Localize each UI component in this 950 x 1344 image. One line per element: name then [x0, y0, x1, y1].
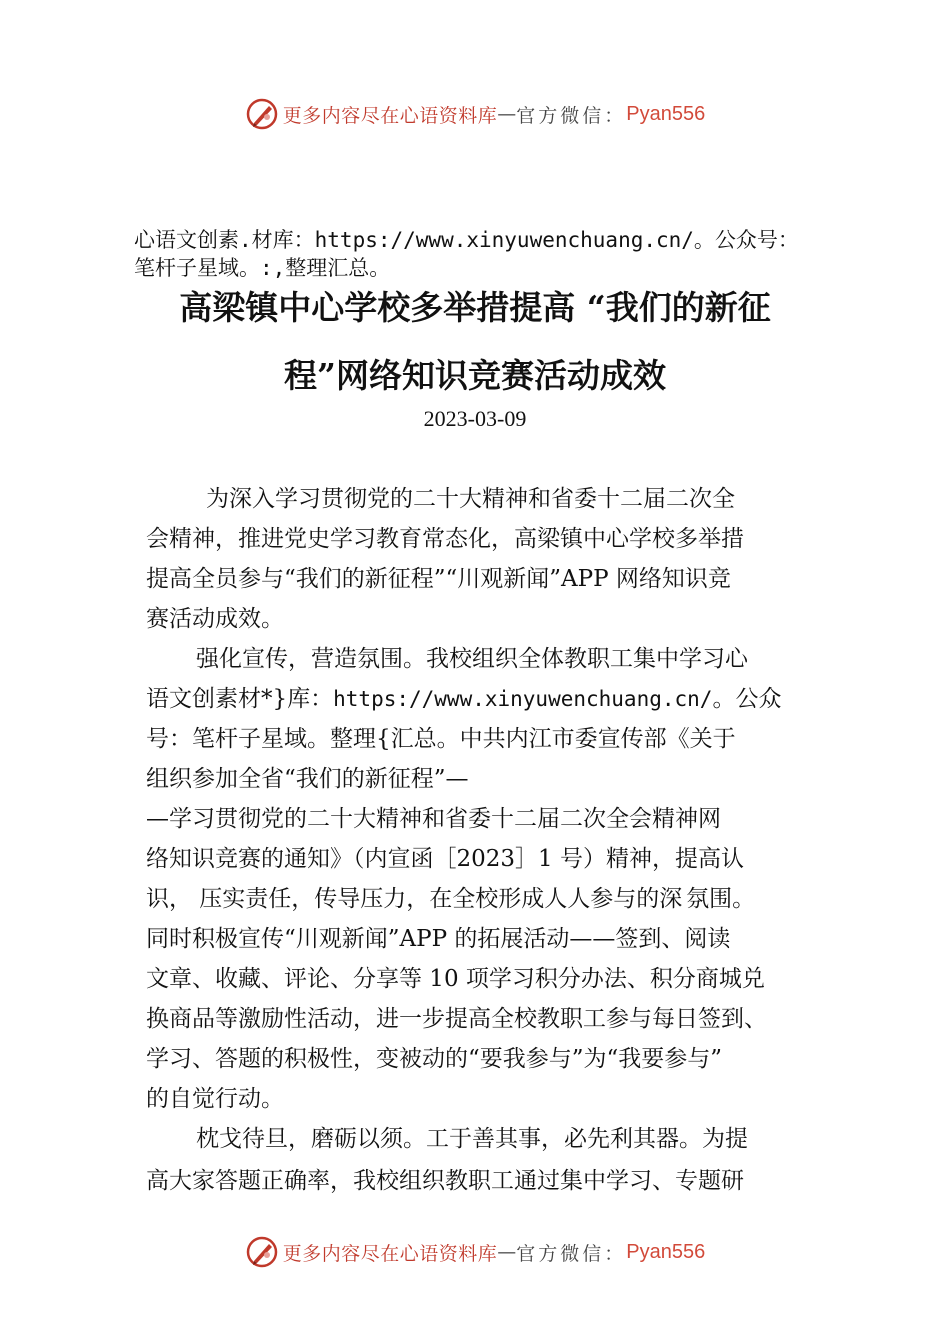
page-title-line-2: 程”网络知识竞赛活动成效 [284, 356, 666, 395]
p2-line-2 [146, 684, 781, 714]
p2-line-9: 文章、收藏、评论、分享等 10 项学习积分办法、积分商城兑 [146, 966, 765, 992]
footer-banner [0, 1232, 950, 1272]
page-title-line-1: 高梁镇中心学校多举措提高 “我们的新征 [179, 288, 771, 327]
pen-logo-icon [245, 97, 279, 131]
p3-line-1: 枕戈待旦，磨砺以须。工于善其事，必先利其器。为提 [196, 1126, 748, 1152]
pen-logo-icon [245, 1235, 279, 1269]
p3-line-2: 高大家答题正确率，我校组织教职工通过集中学习、专题研 [146, 1168, 744, 1194]
p2-line-2-b: 。公众 [712, 686, 782, 712]
banner-wechat-label: 官方微信： [516, 104, 627, 127]
banner-dash: — [497, 103, 517, 125]
banner-wechat-label: 官方微信： [516, 1242, 627, 1265]
p2-line-5: —学习贯彻党的二十大精神和省委十二届二次全会精神网 [146, 806, 721, 832]
publish-date: 2023-03-09 [423, 406, 527, 431]
source-line-2: 笔杆子星域。:,整理汇总。 [134, 256, 391, 280]
p2-line-2-a: 语文创素材*}库： [146, 686, 334, 712]
header-banner [0, 94, 950, 134]
p2-url: https://www.xinyuwenchuang.cn/ [333, 687, 713, 711]
p1-line-4: 赛活动成效。 [146, 606, 284, 632]
p1-line-3: 提高全员参与“我们的新征程”“川观新闻”APP 网络知识竞 [146, 566, 731, 592]
p1-line-2: 会精神，推进党史学习教育常态化，高梁镇中心学校多举措 [146, 526, 744, 552]
p2-line-4: 组织参加全省“我们的新征程”— [146, 766, 469, 792]
p2-line-6: 络知识竞赛的通知》（内宣函［2023］1 号）精神，提高认 [146, 846, 744, 872]
p2-line-12: 的自觉行动。 [146, 1086, 284, 1112]
p1-line-1: 为深入学习贯彻党的二十大精神和省委十二届二次全 [206, 486, 735, 512]
p2-line-7: 识， 压实责任，传导压力，在全校形成人人参与的深 氛围。 [146, 886, 756, 912]
p2-line-10: 换商品等激励性活动，进一步提高全校教职工参与每日签到、 [146, 1006, 767, 1032]
banner-wechat-id: Pyan556 [626, 1240, 706, 1263]
source-line-1: 心语文创素.材库：https://www.xinyuwenchuang.cn/。公众号： [134, 228, 799, 252]
banner-dash: — [497, 1241, 517, 1263]
banner-text: 更多内容尽在心语资料库 [282, 104, 498, 127]
banner-text: 更多内容尽在心语资料库 [282, 1242, 498, 1265]
p2-line-1: 强化宣传，营造氛围。我校组织全体教职工集中学习心 [196, 646, 748, 672]
banner-wechat-id: Pyan556 [626, 102, 706, 125]
p2-line-11: 学习、答题的积极性，变被动的“要我参与”为“我要参与” [146, 1046, 723, 1072]
p2-line-8: 同时积极宣传“川观新闻”APP 的拓展活动——签到、阅读 [146, 926, 731, 952]
p2-line-3: 号：笔杆子星域。整理{汇总。中共内江市委宣传部《关于 [146, 726, 736, 752]
